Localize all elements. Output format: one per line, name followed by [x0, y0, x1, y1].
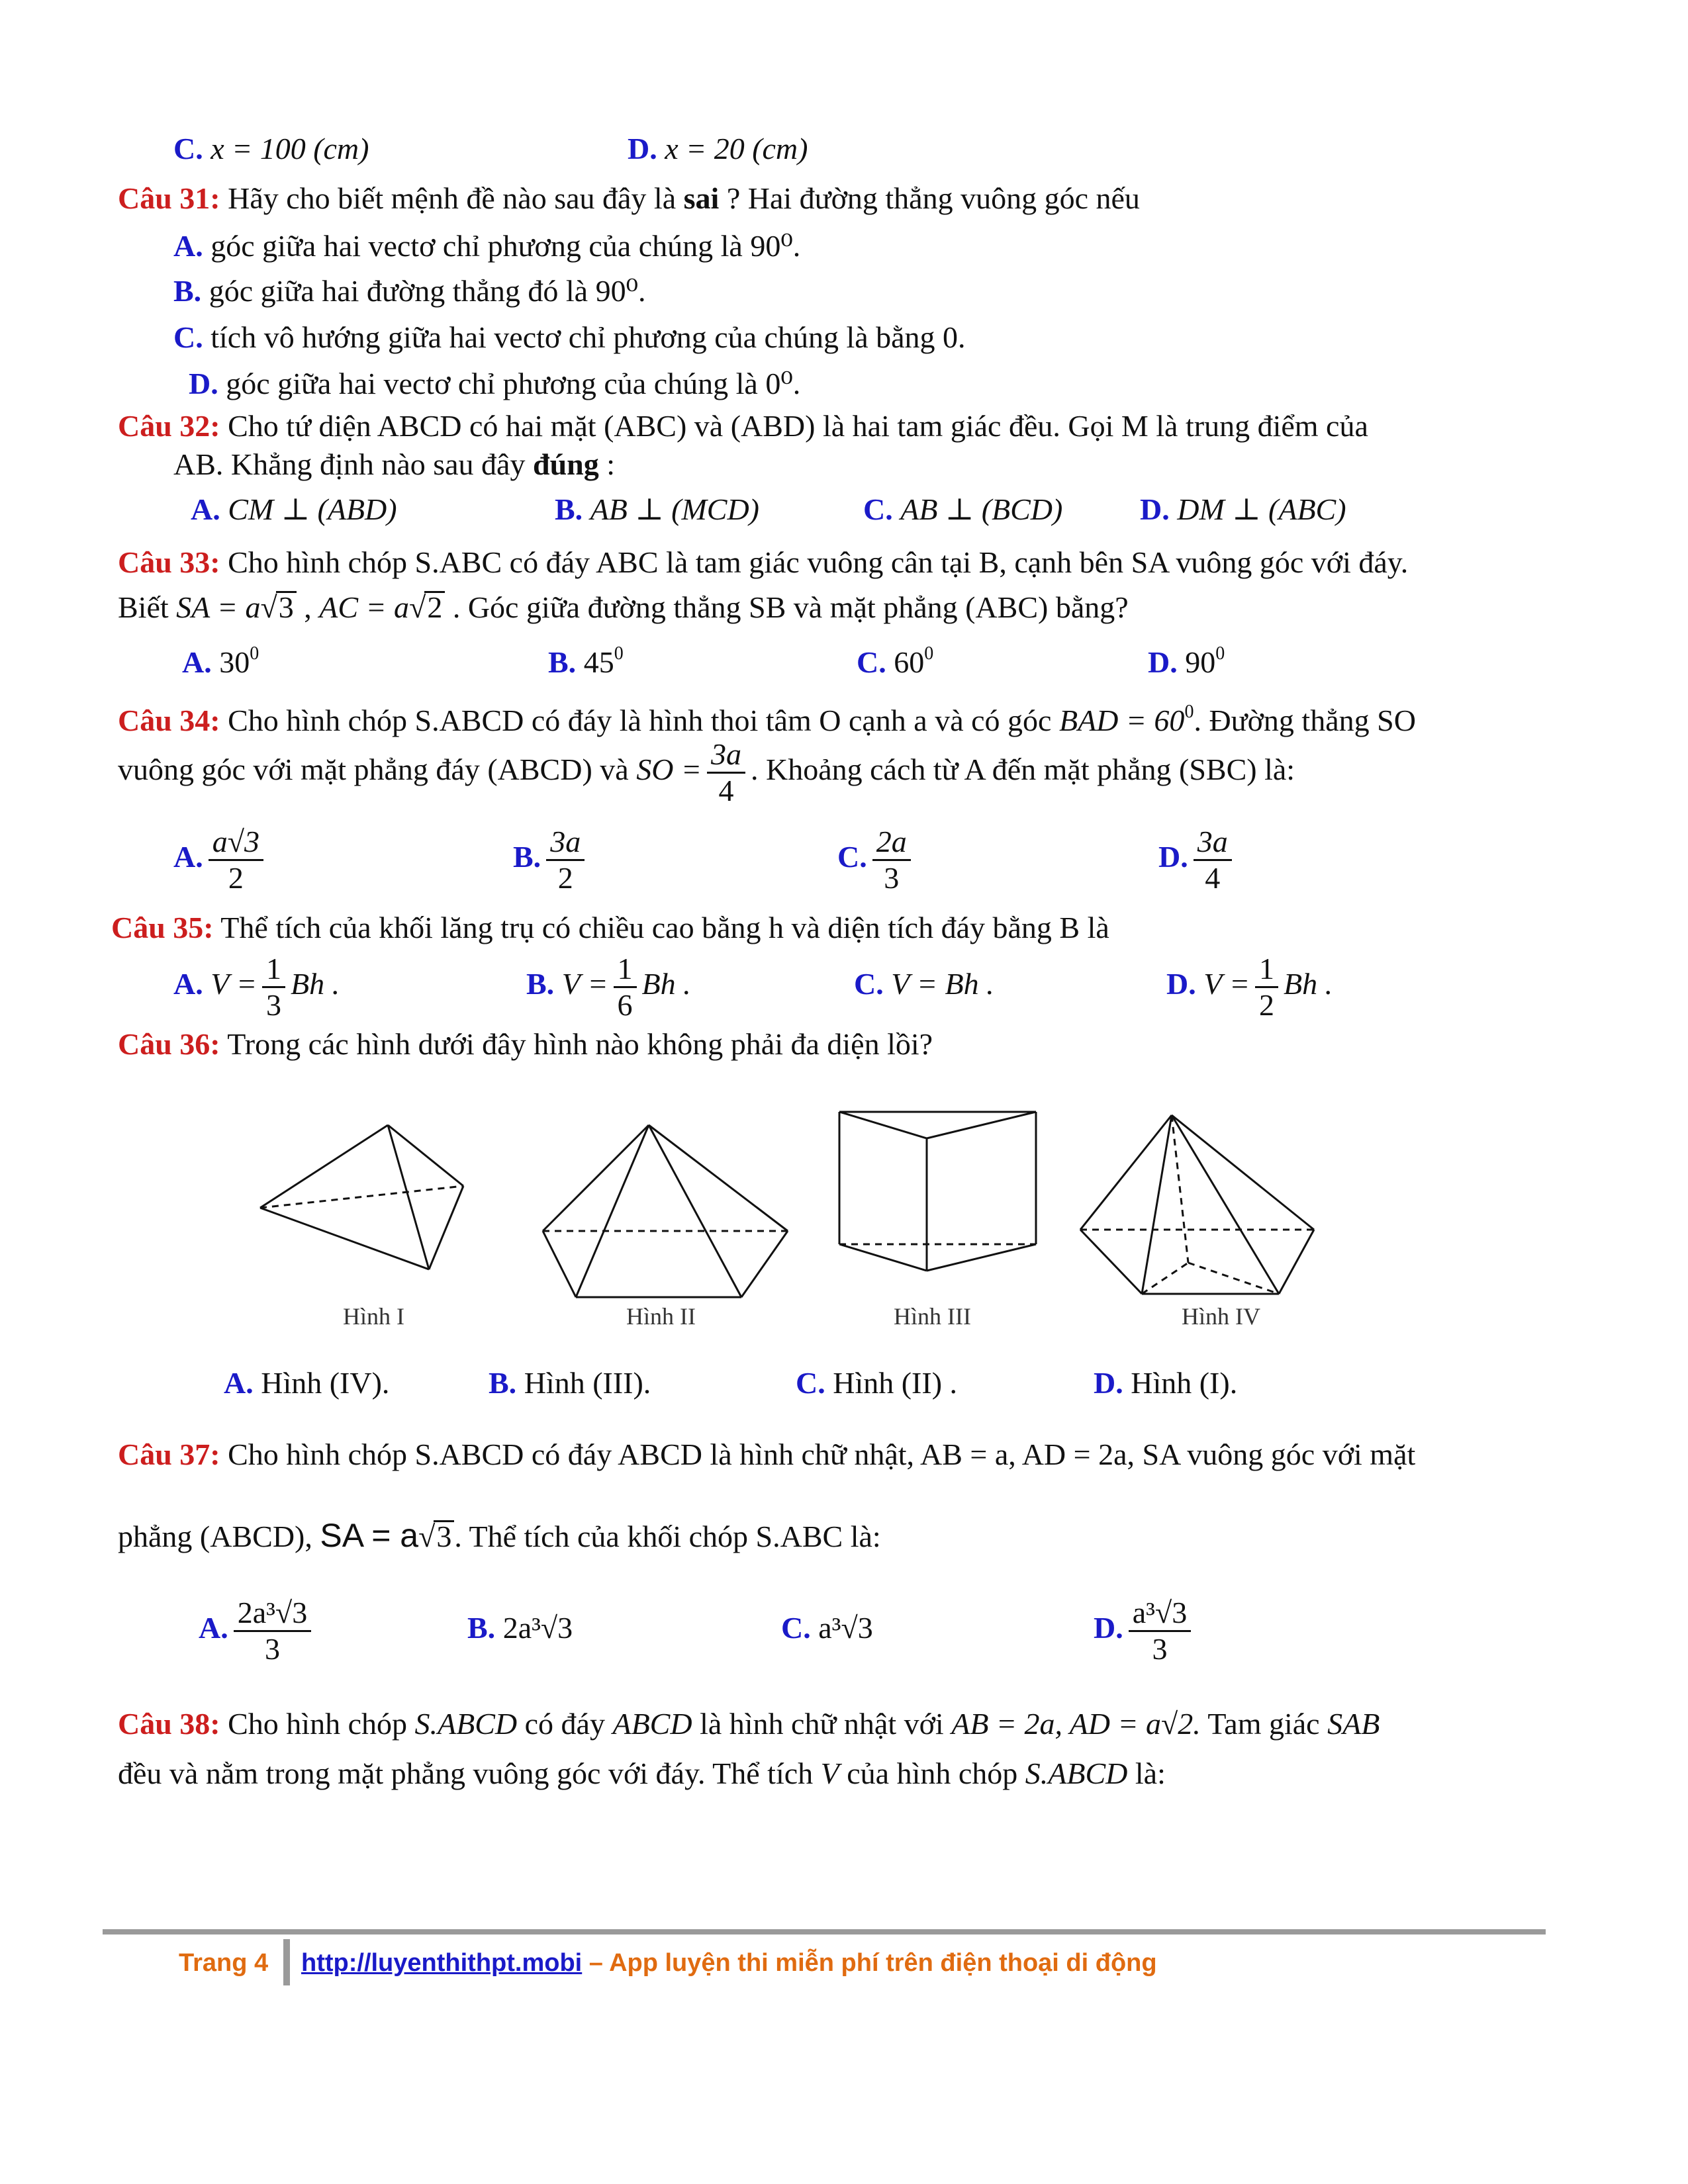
- q32-option-a: A. CM ⊥ (ABD): [191, 492, 397, 526]
- q30-option-d: D. x = 20 (cm): [628, 132, 808, 165]
- q36-option-c: C. Hình (II) .: [796, 1366, 958, 1400]
- q37-option-b: B. 2a³√3: [467, 1611, 573, 1645]
- q33-stem-line1: Câu 33: Cho hình chóp S.ABC có đáy ABC là tam giác vuông cân tại B, cạnh bên SA vuông góc với đáy.: [118, 545, 1409, 579]
- q31-option-b: B. góc giữa hai đường thẳng đó là 90⁰.: [173, 274, 646, 308]
- q37-option-d: D. $\frac{\text{a³√3}}{3}$: [1094, 1592, 1196, 1666]
- footer-separator: [283, 1939, 290, 1985]
- q35-option-c: C. V = Bh .: [854, 967, 994, 1001]
- q37-stem-line2: phẳng (ABCD), SA = a√3. Thể tích của khối chóp S.ABC là:: [118, 1517, 881, 1554]
- q37-option-c: C. a³√3: [781, 1611, 873, 1645]
- q32-option-b: B. AB ⊥ (MCD): [555, 492, 760, 526]
- q34-so-fraction: $\frac{3a}{4}$: [707, 737, 745, 808]
- q33-option-b: B. $45^0$: [548, 643, 624, 679]
- figure-2-caption: Hình II: [626, 1303, 696, 1330]
- q35-option-d: D. V = $\frac{1}{2}$ Bh .: [1166, 951, 1333, 1022]
- q31-option-a: A. góc giữa hai vectơ chỉ phương của chúng là 90⁰.: [173, 229, 801, 263]
- figure-4-polyhedron: [1080, 1115, 1314, 1294]
- q33-option-a: A. $30^0$: [182, 643, 259, 679]
- figure-3-caption: Hình III: [894, 1303, 971, 1330]
- q35-option-a: A. V = $\frac{1}{3}$ Bh .: [173, 951, 340, 1022]
- figure-2-polyhedron: [543, 1125, 788, 1297]
- q32-option-c: C. AB ⊥ (BCD): [863, 492, 1063, 526]
- q31-option-c: C. tích vô hướng giữa hai vectơ chỉ phương của chúng là bằng 0.: [173, 320, 966, 354]
- q33-stem-line2: Biết SA = a√3 , AC = a√2 . Góc giữa đường thẳng SB và mặt phẳng (ABC) bằng?: [118, 590, 1129, 624]
- q34-option-a: A. $\frac{a√3}{2}$: [173, 821, 269, 895]
- q35-option-b: B. V = $\frac{1}{6}$ Bh .: [526, 951, 691, 1022]
- figure-1-polyhedron: [260, 1125, 463, 1269]
- figure-3-polyhedron: [839, 1112, 1036, 1271]
- q35-stem: Câu 35: Thể tích của khối lăng trụ có chiều cao bằng h và diện tích đáy bằng B là: [111, 911, 1109, 944]
- q34-stem-line1: Câu 34: Cho hình chóp S.ABCD có đáy là hình thoi tâm O cạnh a và có góc BAD = $60^0$. Đường thẳng SO: [118, 702, 1416, 737]
- q36-option-a: A. Hình (IV).: [224, 1366, 390, 1400]
- footer-page-number: Trang 4: [179, 1949, 269, 1977]
- q33-option-d: D. $90^0$: [1148, 643, 1225, 679]
- footer-url-link[interactable]: http://luyenthithpt.mobi: [301, 1949, 583, 1977]
- q36-stem: Câu 36: Trong các hình dưới đây hình nào không phải đa diện lồi?: [118, 1027, 933, 1061]
- q34-option-c: C. $\frac{2a}{3}$: [837, 821, 916, 895]
- q32-stem-line1: Câu 32: Cho tứ diện ABCD có hai mặt (ABC) và (ABD) là hai tam giác đều. Gọi M là trung điểm của: [118, 409, 1368, 443]
- figure-4-caption: Hình IV: [1182, 1303, 1260, 1330]
- q33-option-c: C. $60^0$: [857, 643, 934, 679]
- q34-stem-line2: vuông góc với mặt phẳng đáy (ABCD) và SO = $\frac{3a}{4}$ . Khoảng cách từ A đến mặt phẳng (SBC) là:: [118, 737, 1295, 807]
- figure-1-caption: Hình I: [343, 1303, 404, 1330]
- q32-option-d: D. DM ⊥ (ABC): [1140, 492, 1346, 526]
- q31-stem: Câu 31: Hãy cho biết mệnh đề nào sau đây là sai ? Hai đường thẳng vuông góc nếu: [118, 181, 1140, 215]
- q34-option-d: D. $\frac{3a}{4}$: [1158, 821, 1237, 895]
- q37-stem-line1: Câu 37: Cho hình chóp S.ABCD có đáy ABCD là hình chữ nhật, AB = a, AD = 2a, SA vuông góc với mặt: [118, 1437, 1416, 1471]
- q36-option-d: D. Hình (I).: [1094, 1366, 1238, 1400]
- q38-stem-line1: Câu 38: Cho hình chóp S.ABCD có đáy ABCD là hình chữ nhật với AB = 2a, AD = a√2. Tam giác SAB: [118, 1707, 1380, 1741]
- q34-option-b: B. $\frac{3a}{2}$: [513, 821, 590, 895]
- q38-stem-line2: đều và nằm trong mặt phẳng vuông góc với đáy. Thể tích V của hình chóp S.ABCD là:: [118, 1756, 1166, 1790]
- q36-option-b: B. Hình (III).: [489, 1366, 651, 1400]
- q30-option-c: C. x = 100 (cm): [173, 132, 369, 165]
- q32-stem-line2: AB. Khẳng định nào sau đây đúng :: [173, 447, 616, 481]
- footer-text: http://luyenthithpt.mobi – App luyện thi miễn phí trên điện thoại di động: [301, 1949, 1157, 1977]
- footer-divider: [103, 1929, 1546, 1934]
- q37-option-a: A. $\frac{\text{2a³√3}}{3}$: [199, 1592, 316, 1666]
- q31-option-d: D. góc giữa hai vectơ chỉ phương của chúng là 0⁰.: [189, 367, 801, 400]
